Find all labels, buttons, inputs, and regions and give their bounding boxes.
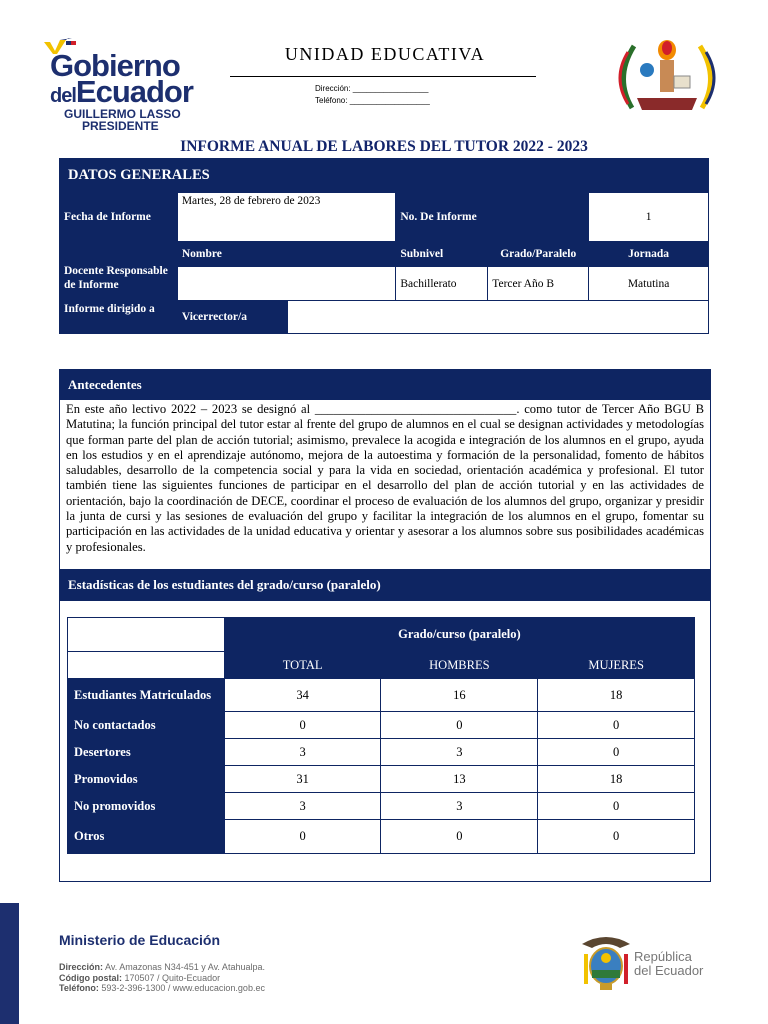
cell-total: 34	[224, 679, 381, 712]
republic-line1: República	[634, 949, 692, 964]
footer-dir-label: Dirección:	[59, 962, 104, 972]
col-total: TOTAL	[224, 652, 381, 679]
gobierno-logo	[40, 38, 193, 133]
ministry-name: Ministerio de Educación	[59, 932, 221, 948]
cell-hombres: 0	[381, 820, 538, 854]
gov-logo-president-title: PRESIDENTE	[82, 119, 159, 133]
cell-mujeres: 0	[538, 739, 695, 766]
table-row	[68, 820, 695, 854]
cell-mujeres: 18	[538, 766, 695, 793]
republic-wordmark	[634, 950, 703, 978]
jornada-value: Matutina	[589, 267, 709, 301]
col-mujeres: MUJERES	[538, 652, 695, 679]
footer-cp-label: Código postal:	[59, 972, 122, 983]
address-line: Dirección: _________________	[315, 84, 429, 93]
report-title: INFORME ANUAL DE LABORES DEL TUTOR 2022 - 2023	[180, 138, 588, 155]
nombre-label: Nombre	[177, 242, 396, 267]
subnivel-label: Subnivel	[396, 242, 488, 267]
gov-logo-line2	[50, 76, 193, 107]
general-section-title: DATOS GENERALES	[60, 159, 709, 193]
cell-total: 0	[224, 820, 381, 854]
antecedentes-section	[59, 369, 711, 882]
stats-corner	[68, 618, 225, 652]
cell-total: 3	[224, 739, 381, 766]
row-label: Otros	[68, 820, 225, 854]
footer-side-bar	[0, 903, 19, 1024]
cell-total: 3	[224, 793, 381, 820]
numero-value: 1	[589, 193, 709, 242]
cell-mujeres: 0	[538, 820, 695, 854]
ecuador-coat-of-arms-icon	[576, 930, 636, 992]
dirigido-blank	[287, 301, 708, 334]
gov-logo-president-name: GUILLERMO LASSO	[64, 107, 181, 121]
gov-logo-del: del	[50, 85, 76, 107]
cell-hombres: 0	[381, 712, 538, 739]
school-emblem-icon	[612, 38, 722, 118]
grado-value: Tercer Año B	[488, 267, 589, 301]
cell-mujeres: 18	[538, 679, 695, 712]
subnivel-value: Bachillerato	[396, 267, 488, 301]
row-label: Estudiantes Matriculados	[68, 679, 225, 712]
footer-tel-value: 593-2-396-1300 / www.educacion.gob.ec	[101, 983, 265, 993]
dirigido-value: Vicerrector/a	[177, 301, 287, 334]
cell-mujeres: 0	[538, 793, 695, 820]
school-name-line	[230, 76, 536, 77]
row-label: Desertores	[68, 739, 225, 766]
stats-body	[60, 601, 710, 881]
footer-tel-label: Teléfono:	[59, 983, 99, 993]
phone-line: Teléfono: __________________	[315, 96, 430, 105]
jornada-label: Jornada	[589, 242, 709, 267]
col-hombres: HOMBRES	[381, 652, 538, 679]
cell-total: 0	[224, 712, 381, 739]
row-label: No promovidos	[68, 793, 225, 820]
general-data-table	[59, 158, 709, 334]
table-row	[68, 766, 695, 793]
footer-cp-value: 170507 / Quito-Ecuador	[124, 972, 221, 983]
table-row	[68, 793, 695, 820]
cell-hombres: 16	[381, 679, 538, 712]
stats-title: Estadísticas de los estudiantes del grado/curso (paralelo)	[60, 569, 710, 601]
stats-table	[67, 617, 695, 854]
row-label: No contactados	[68, 712, 225, 739]
stats-group-header: Grado/curso (paralelo)	[224, 618, 694, 652]
footer-contact	[59, 962, 265, 994]
cell-total: 31	[224, 766, 381, 793]
antecedentes-text: En este año lectivo 2022 – 2023 se designó al ________________________________. como tutor de Tercer Año BGU B Matutina; la función principal del tutor estar al frente del grupo de alumnos en el cual se designan actividades y metodologías que forman parte del plan de acción tutorial; asimismo, prevalece la acogida e integración de los alumnos en el grupo, ayuda en los estudios y en el aprendizaje autónomo, mejora de la autoestima y formación de la personalidad, fomento de hábitos saludables, desarrollo de la competencia social y para la vida en sociedad, orientación académica y profesional. El tutor también tiene las siguientes funciones de participar en el desarrollo del plan de acción tutorial y en las actividades de orientación, bajo la coordinación de DECE, coordinar el proceso de evaluación de los alumnos del grupo, organizar y presidir la junta de cursi y las sesiones de evaluación del grupo y facilitar la integración de los alumnos en el grupo, fomentar su participación en las actividades de la unidad educativa y orientar y asesorar a los alumnos sobre sus posibilidades académicas y profesionales.	[66, 402, 704, 554]
numero-label: No. De Informe	[396, 193, 589, 242]
republic-line2: del Ecuador	[634, 963, 704, 978]
row-label: Promovidos	[68, 766, 225, 793]
stats-corner-2	[68, 652, 225, 679]
cell-mujeres: 0	[538, 712, 695, 739]
school-title: UNIDAD EDUCATIVA	[284, 44, 486, 64]
gov-logo-line1: Gobierno	[50, 48, 180, 83]
gov-logo-ecuador: Ecuador	[75, 74, 193, 109]
dirigido-label: Informe dirigido a	[60, 301, 178, 334]
cell-hombres: 3	[381, 739, 538, 766]
nombre-value	[177, 267, 396, 301]
fecha-label: Fecha de Informe	[60, 193, 178, 242]
fecha-value: Martes, 28 de febrero de 2023	[177, 193, 396, 242]
docente-label: Docente Responsable de Informe	[60, 242, 178, 301]
table-row	[68, 712, 695, 739]
cell-hombres: 13	[381, 766, 538, 793]
grado-label: Grado/Paralelo	[488, 242, 589, 267]
footer-dir-value: Av. Amazonas N34-451 y Av. Atahualpa.	[105, 962, 265, 972]
table-row	[68, 739, 695, 766]
table-row	[68, 679, 695, 712]
antecedentes-title: Antecedentes	[60, 370, 710, 400]
cell-hombres: 3	[381, 793, 538, 820]
